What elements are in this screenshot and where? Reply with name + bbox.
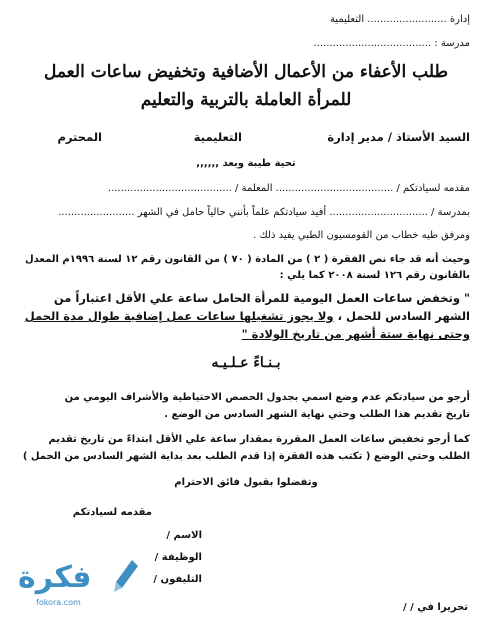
watermark-logo <box>8 554 148 614</box>
request2-line2: الطلب وحتي الوضع ( تكتب هذه الفقرة إذا قدم الطلب بعد بداية الشهر السادس من الحمل ) <box>22 451 470 462</box>
request1-line2: تاريخ تقديم هذا الطلب وحتي نهاية الشهر السادس من الوضع . <box>164 409 470 420</box>
quote-line2-underlined: ولا يجوز تشغيلها ساعات عمل إضافية طوال مدة الحمل <box>24 309 334 323</box>
law-line1: وحيث أنه قد جاء نص الفقرة ( ٢ ) من المادة ( ٧٠ ) من القانون رقم ١٢ لسنة ١٩٩٦م المعدل <box>24 254 470 265</box>
request1-line1: أرجو من سيادتكم عدم وضع اسمي بجدول الحصص الاحتياطية والأشراف اليومي من <box>64 392 470 403</box>
law-line2: بالقانون رقم ١٢٦ لسنة ٢٠٠٨ كما يلي : <box>279 270 470 281</box>
therefore-heading: بـنـاءً عـلـيـه <box>211 355 281 371</box>
watermark-site: fokora.com <box>36 598 81 607</box>
pencil-icon <box>112 558 140 594</box>
greeting: تحية طيبة وبعد ,,,,,, <box>196 158 296 169</box>
signature-date: تحريرا في / / <box>403 602 468 613</box>
document-title-line2: للمرأة العاملة بالتربية والتعليم <box>140 90 352 110</box>
document-title-line1: طلب الأعفاء من الأعمال الأضافية وتخفيض ساعات العمل <box>43 62 448 82</box>
quote-line1: " وتخفض ساعات العمل اليومية للمرأة الحامل ساعة علي الأقل اعتباراً من <box>53 291 470 305</box>
signature-phone: التليفون / <box>153 574 202 585</box>
salutation-respect: المحترم <box>57 130 102 144</box>
header-school: مدرسة : ..................................... <box>313 38 470 49</box>
quote-line2 <box>25 309 470 323</box>
attachment-line: ومرفق طيه خطاب من القومسيون الطبي يفيد ذلك . <box>253 230 470 241</box>
closing-line: وتفضلوا بقبول فائق الاحترام <box>174 477 318 488</box>
quote-line2-start: الشهر السادس للحمل ، <box>333 309 470 323</box>
submitted-by: مقدمه لسيادتكم <box>72 507 152 518</box>
applicant-line: مقدمه لسيادتكم / ..................................... المعلمة / ....................................... <box>107 183 470 194</box>
salutation-to: السيد الأستاذ / مدير إدارة <box>327 130 470 144</box>
school-line: بمدرسة / ............................... أفيد سيادتكم علماً بأنني حالياً حامل في الشهر ........................ <box>58 207 470 218</box>
signature-job: الوظيفة / <box>154 552 202 563</box>
salutation-dept: التعليمية <box>193 130 242 144</box>
request2-line1: كما أرجو تخفيض ساعات العمل المقررة بمقدار ساعة علي الأقل ابتداءً من تاريخ تقديم <box>48 434 470 445</box>
quote-line3: وحتى نهاية ستة أشهر من تاريخ الولادة " <box>241 327 470 341</box>
header-administration: إدارة ......................... التعليمية <box>329 14 470 25</box>
signature-name: الاسم / <box>166 530 202 541</box>
watermark-brand: فكرة <box>18 560 92 595</box>
